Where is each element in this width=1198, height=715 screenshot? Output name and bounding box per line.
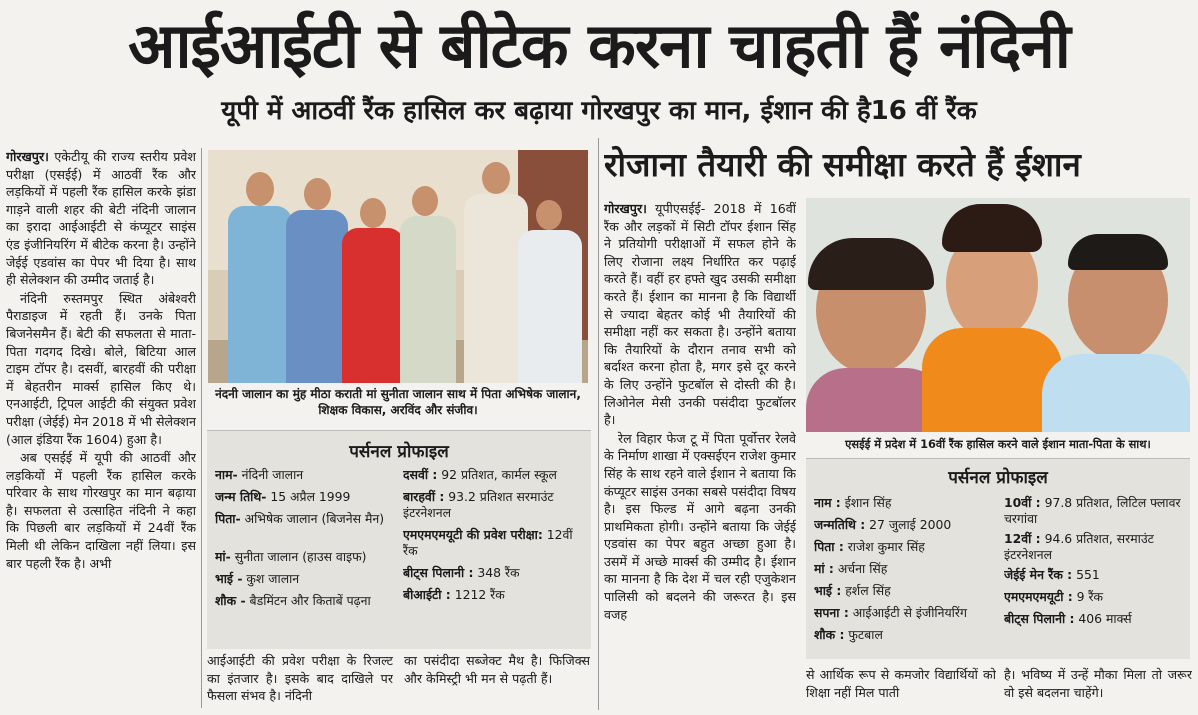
profile-row: पिता- अभिषेक जालान (बिजनेस मैन) <box>215 511 385 526</box>
main-headline: आईआईटी से बीटेक करना चाहती हैं नंदिनी <box>128 9 1070 82</box>
story2-column <box>604 200 796 710</box>
profile-row: सपना : आईआईटी से इंजीनियरिंग <box>814 605 967 620</box>
profile-row: एमएमएमयूटी की प्रवेश परीक्षा: 12वीं रैंक <box>403 527 573 558</box>
profile-row: शौक - बैडमिंटन और किताबें पढ़ना <box>215 593 371 608</box>
profile-row: बीट्स पिलानी : 406 मार्क्स <box>1004 611 1132 626</box>
story2-profile-box <box>806 458 1190 659</box>
sub-headline: यूपी में आठवीं रैंक हासिल कर बढ़ाया गोरखपुर का मान, ईशान की है16 वीं रैंक <box>221 96 977 126</box>
story-divider <box>598 138 599 710</box>
story2-paragraph: रेल विहार फेज टू में पिता पूर्वोत्तर रेलवे के निर्माण शाखा में एक्सईएन राजेश कुमार सिंह के साथ रहने वाले ईशान ने बताया कि कंप्यूटर साइंस उनका सबसे पसंदीदा विषय है। इस फिल्ड में आगे बढ़ना उनकी प्राथमिकता होगी। उन्होंने बताया कि जेईई एडवांस का पेपर बहुत अच्छा हुआ है। उसमें में अच्छे मार्क्स की उम्मीद है। ईशान का मानना है कि देश में चल रही एजुकेशन पालिसी को बदलने की जरूरत है। इस वजह <box>604 430 796 622</box>
profile-row: नाम- नंदिनी जालान <box>215 467 304 482</box>
profile-row: 12वीं : 94.6 प्रतिशत, सरमाउंट इंटरनेशनल <box>1004 531 1154 562</box>
profile-row: नाम : ईशान सिंह <box>814 495 892 510</box>
profile-row: पिता : राजेश कुमार सिंह <box>814 539 925 554</box>
profile-row: बीट्स पिलानी : 348 रैंक <box>403 565 520 580</box>
profile-right-column <box>403 467 585 647</box>
story1-column-1 <box>6 148 196 710</box>
profile-row: 10वीं : 97.8 प्रतिशत, लिटिल फ्लावर चरगांवा <box>1004 495 1181 526</box>
profile-row: जेईई मेन रैंक : 551 <box>1004 567 1100 582</box>
story1-photo-caption: नंदनी जालान का मुंह मीठा कराती मां सुनीता जालान साथ में पिता अभिषेक जालान, शिक्षक विकास, अरविंद और संजीव। <box>215 387 581 417</box>
profile-row: बारहवीं : 93.2 प्रतिशत सरमाउंट इंटरनेशनल <box>403 489 554 520</box>
profile-title: पर्सनल प्रोफाइल <box>948 468 1048 488</box>
story1-bottom-column-a: आईआईटी की प्रवेश परीक्षा के रिजल्ट का इंतजार है। इसके बाद दाखिले पर फैसला संभव है। नंदिनी <box>207 653 393 704</box>
profile-row: भाई : हर्शल सिंह <box>814 583 891 598</box>
story2-bottom-column-b: है। भविष्य में उन्हें मौका मिला तो जरूर वो इसे बदलना चाहेंगे। <box>1004 667 1192 700</box>
profile-row: बीआईटी : 1212 रैंक <box>403 587 505 602</box>
story2-headline: रोजाना तैयारी की समीक्षा करते हैं ईशान <box>604 145 1081 184</box>
story1-paragraph: नंदिनी रुस्तमपुर स्थित अंबेश्वरी पैराडाइज में रहती हैं। उनके पिता बिजनेसमैन हैं। बेटी की सफलता से माता-पिता गदगद दिखे। बोले, बिटिया आल टाइम टॉपर है। दसवीं, बारहवीं की परीक्षा में बेहतरीन मार्क्स हासिल किए थे। एनआईटी, ट्रिपल आईटी की संयुक्त प्रवेश परीक्षा (जेईई) मेन 2018 में भी सेलेक्शन (आल इंडिया रैंक 1604) हुआ है। <box>6 290 196 447</box>
profile-left-column <box>215 467 395 647</box>
profile-row: जन्म तिथि- 15 अप्रैल 1999 <box>215 489 351 504</box>
story2-bottom-column-a: से आर्थिक रूप से कमजोर विद्यार्थियों को शिक्षा नहीं मिल पाती <box>806 667 996 700</box>
profile-row: जन्मतिथि : 27 जुलाई 2000 <box>814 517 952 532</box>
profile-right-column <box>1004 495 1186 659</box>
story2-photo <box>806 198 1190 432</box>
story1-photo <box>208 150 588 383</box>
profile-title: पर्सनल प्रोफाइल <box>349 442 449 462</box>
column-divider <box>201 148 202 708</box>
profile-left-column <box>814 495 1004 659</box>
story1-profile-box <box>207 430 591 649</box>
story1-bottom-column-b: का पसंदीदा सब्जेक्ट मैथ है। फिजिक्स और केमिस्ट्री भी मन से पढ़ती हैं। <box>404 653 590 686</box>
story2-photo-caption: एसईई में प्रदेश में 16वीं रैंक हासिल करने वाले ईशान माता-पिता के साथ। <box>845 437 1151 451</box>
profile-row: दसवीं : 92 प्रतिशत, कार्मल स्कूल <box>403 467 557 482</box>
story1-paragraph: गोरखपुर। एकेटीयू की राज्य स्तरीय प्रवेश परीक्षा (एसईई) में आठवीं रैंक और लड़कियों में पहली रैंक हासिल करके झंडा गाड़ने वाली शहर की बेटी नंदिनी जालान का इरादा आईआईटी से कंप्यूटर साइंस एंड इंजीनियरिंग में बीटेक करना है। उन्होंने जेईई एडवांस का पेपर भी दिया है। साथ ही सेलेक्शन की उम्मीद जताई है। <box>6 149 196 288</box>
profile-row: मां : अर्चना सिंह <box>814 561 888 576</box>
profile-row: शौक : फुटबाल <box>814 627 883 642</box>
profile-row: मां- सुनीता जालान (हाउस वाइफ) <box>215 549 367 564</box>
profile-row: एमएमएमयूटी : 9 रैंक <box>1004 589 1104 604</box>
profile-row: भाई - कुश जालान <box>215 571 300 586</box>
story1-paragraph: अब एसईई में यूपी की आठवीं और लड़कियों में पहली रैंक हासिल करके परिवार के साथ गोरखपुर का मान बढ़ाया है। सफलता से उत्साहित नंदिनी ने कहा कि पिछली बार लड़कियों में 24वीं रैंक मिली थी लेकिन दाखिला नहीं लिया। इस बार पहली रैंक है। अभी <box>6 450 196 571</box>
story2-paragraph: गोरखपुर। यूपीएसईई- 2018 में 16वीं रैंक और लड़कों में सिटी टॉपर ईशान सिंह ने प्रतियोगी परीक्षाओं में सफल होने के लिए रोजाना लक्ष्य निर्धारित कर पढ़ाई करते हैं। वहीं हर हफ्ते खुद उसकी समीक्षा करते हैं। ईशान का मानना है कि विद्यार्थी से ज्यादा बेहतर कोई भी तैयारियों की समीक्षा नहीं कर सकता है। उन्होंने बताया कि तैयारियों के दौरान तनाव सभी को बर्दाश्त करना होता है, मगर इसे दूर करने के लिए उन्होंने फुटबॉल से दोस्ती की है। लिओनेल मेसी उनकी पसंदीदा फुटबॉलर है। <box>604 201 796 428</box>
